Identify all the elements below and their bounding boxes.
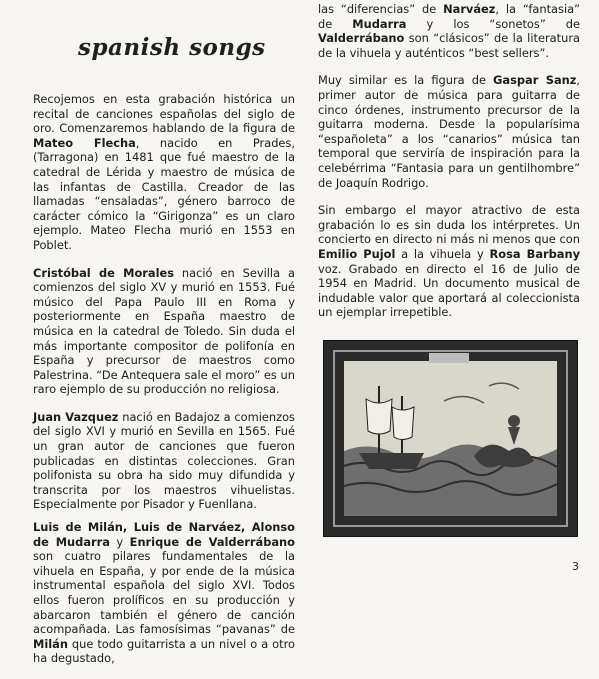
composer-name: Luis de Milán, Luis de Narváez, Alonso de Mudarra — [33, 520, 295, 549]
performer-name: Rosa Barbany — [489, 246, 581, 261]
engraving-illustration — [324, 341, 577, 536]
paragraph-text: , nacido en Prades, (Tarragona) en 1481 que fué maestro de la catedral de Lérida y maestro de música de las infantas de Castilla. Creador de las llamadas “ensaladas”, género barroco de carácter cómico la “Girigonza” es un claro ejemplo. Mateo Flecha murió en 1553 en Poblet. — [33, 135, 295, 252]
composer-name: Mudarra — [352, 16, 407, 31]
performer-name: Emilio Pujol — [318, 246, 396, 261]
paragraph-mateo-flecha — [33, 92, 295, 253]
paragraph-text: Recojemos en esta grabación histórica un recital de canciones españolas del siglo de oro. Comenzaremos hablando de la figura de — [33, 92, 295, 136]
paragraph-text: son cuatro pilares fundamentales de la vihuela en España, y por ende de la música instrumental española del siglo XVI. Todos ellos fueron prolíficos en su producción y abarcaron también el género de canción acompañada. Las famosísimas “pavanas” de — [33, 549, 295, 637]
paragraph-text: que todo guitarrista a un nivel o a otro ha degustado, — [33, 636, 295, 666]
ship-engraving-image — [323, 340, 578, 537]
paragraph-text: las “diferencias” de — [318, 2, 444, 16]
composer-name: Mateo Flecha — [33, 135, 136, 150]
paragraph-text: y — [109, 534, 130, 549]
paragraph-text: voz. Grabado en directo el 16 de Julio de 1954 en Madrid. Un documento musical de indudable valor que aportará al coleccionista un ejemplar irrepetible. — [318, 261, 580, 320]
left-column — [33, 92, 295, 679]
paragraph-text: nació en Badajoz a comienzos del siglo XVI y murió en Sevilla en 1565. Fué un gran autor de canciones que fueron publicadas en distintas colecciones. Gran polifonista su obra ha sido muy difundida y transcrita por los maestros vihuelistas. Especialmente por Pisador y Fuenllana. — [33, 409, 295, 512]
paragraph-performers — [318, 203, 580, 320]
paragraph-continuation — [318, 2, 580, 60]
paragraph-text: , la “fantasia” de — [318, 2, 581, 31]
right-column — [318, 2, 580, 333]
paragraph-juan-vazquez — [33, 410, 295, 512]
composer-name: Gaspar Sanz — [493, 73, 577, 88]
paragraph-text: , primer autor de música para guitarra de cinco órdenes, instrumento precursor de la guitarra moderna. Desde la popularísima “españoleta” a los “canarios” música tan temporal que serviría de inspiración para la celebérrima “Fantasia para un gentilhombre” de Joaquín Rodrigo. — [318, 73, 580, 190]
paragraph-text: Muy similar es la figura de — [318, 73, 494, 88]
composer-name: Enrique de Valderrábano — [129, 534, 295, 549]
composer-name: Narváez — [443, 2, 496, 16]
paragraph-text: a la vihuela y — [395, 246, 490, 261]
paragraph-text: y los “sonetos” de — [406, 16, 580, 31]
page-title: spanish songs — [78, 34, 266, 61]
paragraph-text: Sin embargo el mayor atractivo de esta grabación lo es sin duda los intérpretes. Un concierto en directo ni más ni menos que con — [318, 203, 580, 247]
paragraph-text: nació en Sevilla a comienzos del siglo XV y murió en 1553. Fué músico del Papa Paulo III en Roma y posteriormente en España maestro de música en la catedral de Toledo. Sin duda el más importante compositor de polifonía en España y precursor de maestros como Palestrina. “De Antequera sale el moro” es un raro ejemplo de su producción no religiosa. — [33, 265, 295, 397]
composer-name: Milán — [33, 636, 68, 651]
composer-name: Juan Vazquez — [33, 409, 119, 424]
paragraph-text: son “clásicos” de la literatura de la vihuela y auténticos “best sellers”. — [318, 31, 580, 60]
page-number: 3 — [572, 560, 579, 573]
composer-name: Cristóbal de Morales — [33, 265, 174, 280]
composer-name: Valderrábano — [318, 31, 405, 46]
paragraph-cristobal-de-morales — [33, 266, 295, 397]
paragraph-vihuelistas — [33, 520, 295, 666]
paragraph-gaspar-sanz — [318, 73, 580, 190]
